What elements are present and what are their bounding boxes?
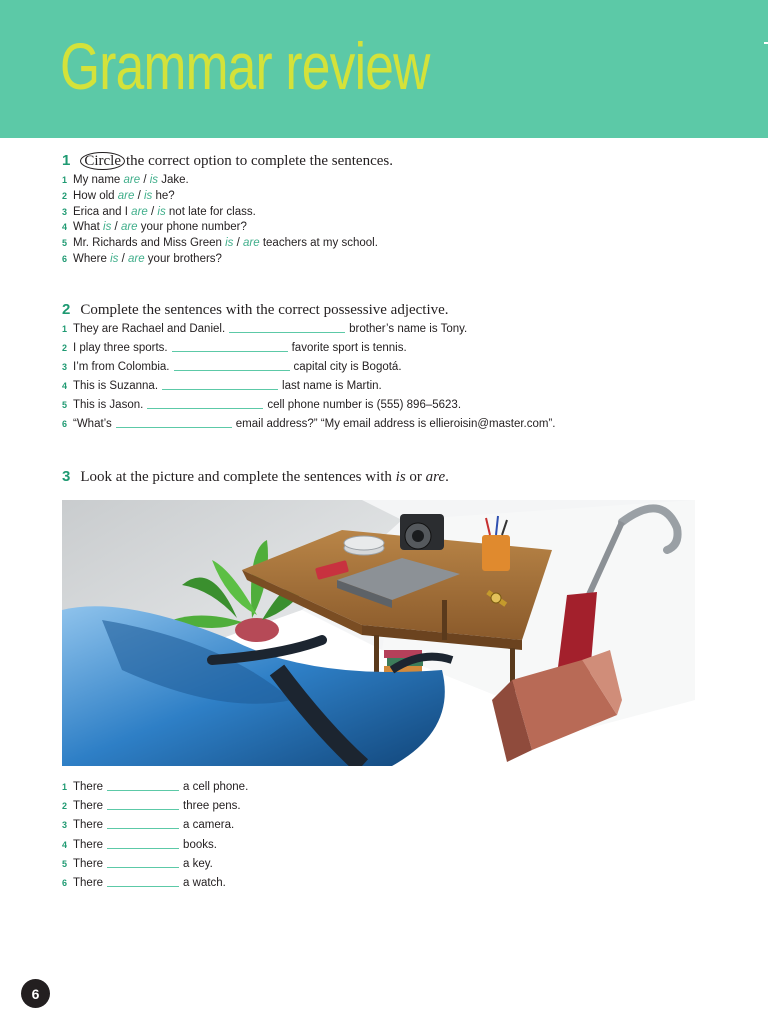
item-text: Erica and I bbox=[73, 205, 132, 218]
item-text: brother’s name is Tony. bbox=[349, 323, 468, 335]
item-number: 2 bbox=[62, 190, 68, 201]
item-text: a camera. bbox=[183, 819, 235, 832]
list-item bbox=[62, 206, 378, 222]
list-item bbox=[62, 361, 556, 380]
option-b[interactable]: are bbox=[127, 252, 145, 265]
separator: / bbox=[233, 237, 244, 250]
item-number: 5 bbox=[62, 400, 68, 410]
list-item bbox=[62, 418, 556, 437]
item-text: Mr. Richards and Miss Green bbox=[73, 237, 226, 250]
list-item bbox=[62, 190, 378, 206]
answer-blank[interactable] bbox=[107, 808, 179, 810]
circled-word: Circle bbox=[80, 152, 125, 170]
item-number: 2 bbox=[62, 801, 68, 812]
item-number: 4 bbox=[62, 222, 68, 233]
exercise-1-instruction: the correct option to complete the sentences. bbox=[126, 153, 393, 169]
item-text: There bbox=[73, 800, 104, 813]
list-item bbox=[62, 323, 556, 342]
answer-blank[interactable] bbox=[147, 407, 263, 409]
separator: / bbox=[140, 174, 150, 186]
item-number: 1 bbox=[62, 324, 68, 334]
item-text: I play three sports. bbox=[73, 342, 168, 354]
item-text: not late for class. bbox=[165, 205, 256, 218]
item-text: There bbox=[73, 838, 104, 851]
item-number: 6 bbox=[62, 419, 68, 429]
option-a[interactable]: is bbox=[110, 252, 119, 265]
item-text: he? bbox=[152, 189, 175, 202]
option-b[interactable]: are bbox=[120, 221, 138, 234]
item-text: a watch. bbox=[183, 876, 226, 889]
item-number: 3 bbox=[62, 206, 68, 217]
item-text: your phone number? bbox=[137, 221, 247, 234]
list-item bbox=[62, 237, 378, 253]
item-text: favorite sport is tennis. bbox=[291, 342, 407, 354]
item-text: This is Jason. bbox=[73, 399, 144, 411]
page-number: 6 bbox=[21, 979, 50, 1008]
answer-blank[interactable] bbox=[162, 388, 278, 390]
item-number: 3 bbox=[62, 362, 68, 372]
exercise-3-list bbox=[62, 781, 248, 896]
desk-illustration bbox=[62, 500, 695, 766]
item-text: They are Rachael and Daniel. bbox=[73, 323, 226, 335]
item-text: There bbox=[73, 857, 104, 870]
answer-blank[interactable] bbox=[107, 885, 179, 887]
item-text: How old bbox=[73, 189, 118, 202]
item-text: I’m from Colombia. bbox=[73, 361, 170, 373]
list-item bbox=[62, 819, 248, 838]
emphasis-is: is bbox=[395, 469, 406, 485]
answer-blank[interactable] bbox=[172, 350, 288, 352]
separator: / bbox=[134, 189, 144, 202]
list-item bbox=[62, 380, 556, 399]
answer-blank[interactable] bbox=[107, 847, 179, 849]
list-item bbox=[62, 800, 248, 819]
list-item bbox=[62, 781, 248, 800]
list-item bbox=[62, 877, 248, 896]
list-item bbox=[62, 399, 556, 418]
cds bbox=[344, 536, 384, 555]
item-number: 1 bbox=[62, 175, 68, 185]
item-number: 4 bbox=[62, 381, 68, 391]
exercise-2-heading bbox=[62, 301, 449, 319]
option-a[interactable]: is bbox=[225, 237, 234, 250]
item-number: 5 bbox=[62, 238, 68, 249]
item-text: your brothers? bbox=[144, 252, 222, 265]
exercise-2-number: 2 bbox=[62, 301, 71, 318]
item-text: What bbox=[73, 221, 104, 234]
exercise-2-list bbox=[62, 323, 556, 437]
answer-blank[interactable] bbox=[174, 369, 290, 371]
item-text: “What’s bbox=[73, 418, 112, 430]
instruction-end: . bbox=[445, 469, 449, 485]
item-number: 6 bbox=[62, 877, 68, 888]
item-text: capital city is Bogotá. bbox=[293, 361, 402, 373]
exercise-1-number: 1 bbox=[62, 152, 71, 169]
answer-blank[interactable] bbox=[107, 827, 179, 829]
banner-mark bbox=[764, 42, 768, 44]
item-text: three pens. bbox=[183, 800, 241, 813]
item-number: 4 bbox=[62, 839, 68, 850]
list-item bbox=[62, 253, 378, 269]
item-text: Where bbox=[73, 252, 111, 265]
emphasis-are: are bbox=[425, 469, 446, 485]
separator: / bbox=[111, 221, 121, 234]
camera bbox=[400, 514, 444, 550]
exercise-2-instruction: Complete the sentences with the correct possessive adjective. bbox=[80, 302, 449, 318]
header-banner bbox=[0, 0, 768, 138]
item-number: 3 bbox=[62, 820, 68, 831]
exercise-1-list bbox=[62, 174, 378, 269]
answer-blank[interactable] bbox=[107, 789, 179, 791]
option-a[interactable]: are bbox=[123, 174, 141, 186]
item-text: a key. bbox=[183, 857, 213, 870]
page-title: Grammar review bbox=[60, 29, 430, 103]
exercise-3-number: 3 bbox=[62, 468, 71, 485]
option-b[interactable]: is bbox=[143, 189, 153, 202]
list-item bbox=[62, 839, 248, 858]
answer-blank[interactable] bbox=[107, 866, 179, 868]
item-text: a cell phone. bbox=[183, 781, 249, 793]
item-text: My name bbox=[73, 174, 124, 186]
option-b[interactable]: is bbox=[157, 205, 166, 218]
list-item bbox=[62, 221, 378, 237]
answer-blank[interactable] bbox=[116, 426, 232, 428]
item-number: 5 bbox=[62, 858, 68, 869]
exercise-3-heading bbox=[62, 468, 449, 486]
list-item bbox=[62, 858, 248, 877]
item-text: teachers at my school. bbox=[259, 237, 378, 250]
item-text: Jake. bbox=[158, 174, 189, 186]
list-item bbox=[62, 174, 378, 190]
separator: / bbox=[118, 252, 128, 265]
exercise-1-heading bbox=[62, 152, 393, 170]
option-b[interactable]: are bbox=[243, 237, 260, 250]
item-text: This is Suzanna. bbox=[73, 380, 159, 392]
instruction-connector: or bbox=[405, 469, 426, 485]
separator: / bbox=[147, 205, 158, 218]
item-text: last name is Martin. bbox=[282, 380, 382, 392]
exercise-3-instruction: Look at the picture and complete the sentences with bbox=[80, 469, 396, 485]
list-item bbox=[62, 342, 556, 361]
option-a[interactable]: are bbox=[131, 205, 148, 218]
item-text: books. bbox=[183, 838, 217, 851]
answer-blank[interactable] bbox=[229, 331, 345, 333]
option-a[interactable]: is bbox=[103, 221, 112, 234]
item-text: There bbox=[73, 876, 104, 889]
item-number: 6 bbox=[62, 253, 68, 264]
item-number: 1 bbox=[62, 782, 68, 792]
item-number: 2 bbox=[62, 343, 68, 353]
option-a[interactable]: are bbox=[117, 189, 135, 202]
item-text: cell phone number is (555) 896–5623. bbox=[267, 399, 462, 411]
item-text: There bbox=[73, 781, 104, 793]
item-text: There bbox=[73, 819, 104, 832]
item-text: email address?” “My email address is ellieroisin@master.com”. bbox=[235, 418, 556, 430]
option-b[interactable]: is bbox=[149, 174, 159, 186]
